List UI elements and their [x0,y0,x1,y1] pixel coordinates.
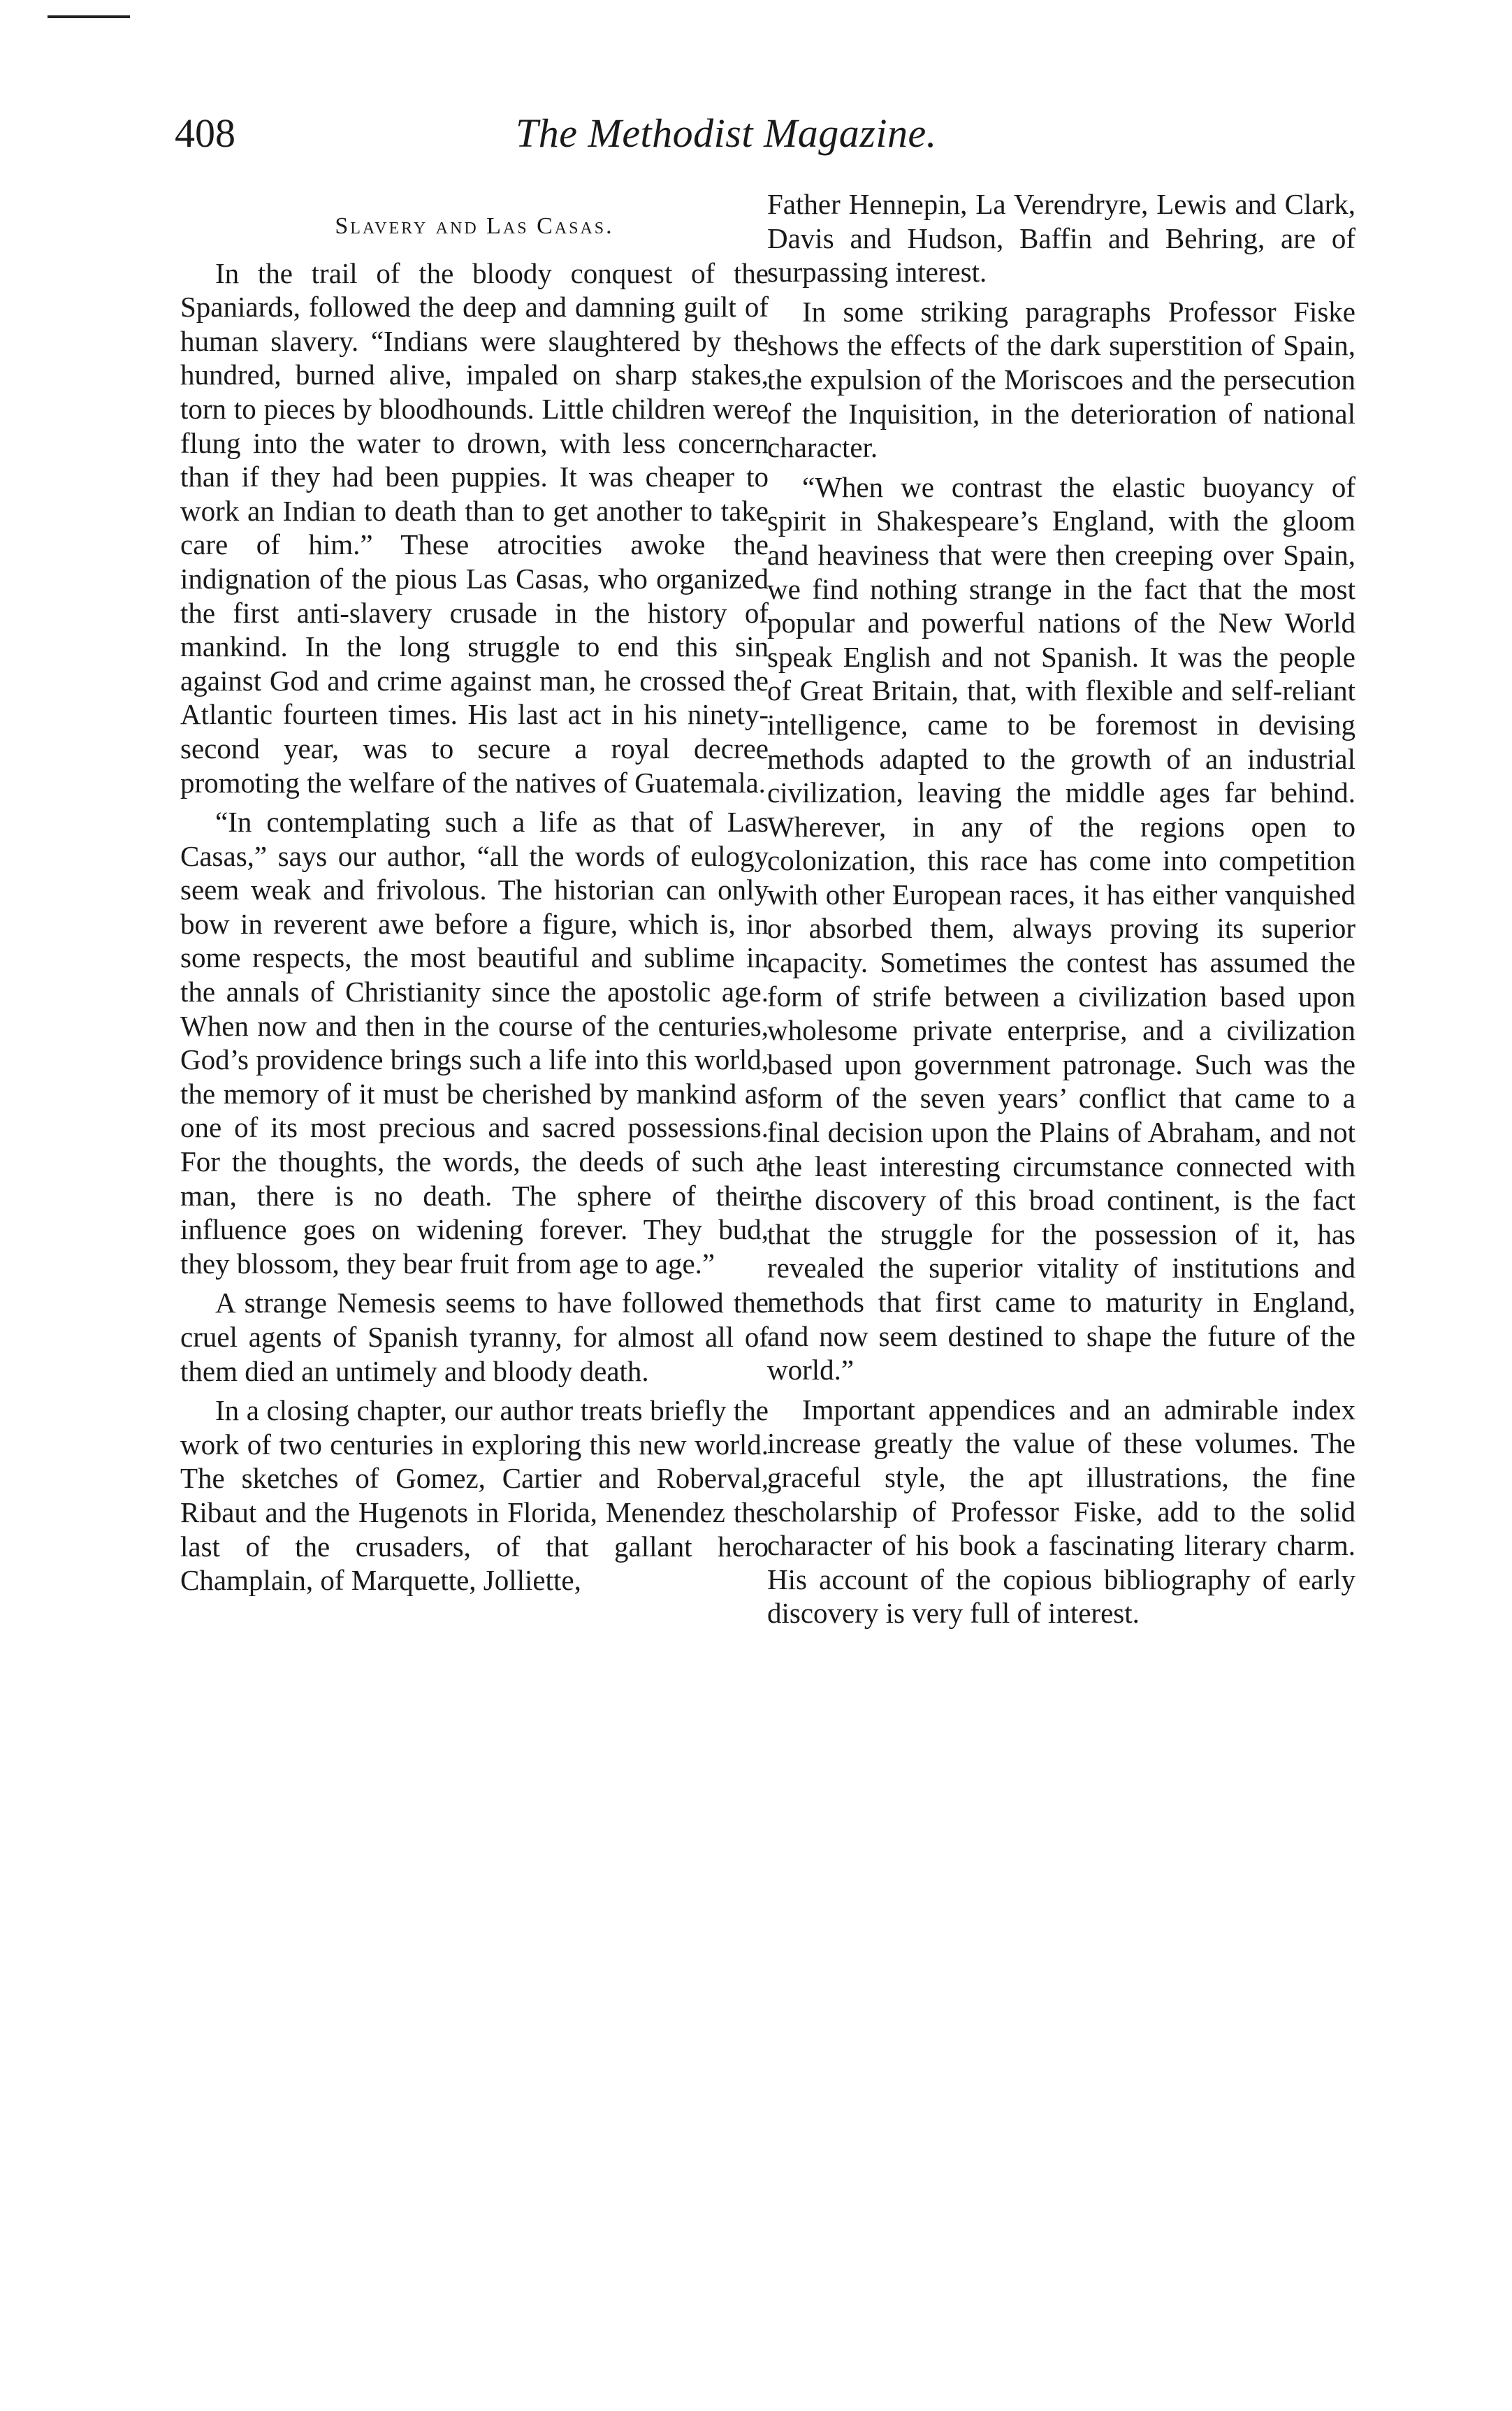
paragraph: In some striking paragraphs Professor Fiske shows the effects of the dark superstition of Spain, the expulsion of the Moriscoes and the persecution of the Inquisition, in the deterioration of national character. [767,295,1355,464]
left-column [180,187,769,1603]
page-number: 408 [175,110,235,156]
right-column [767,187,1355,1636]
magazine-title: The Methodist Magazine. [516,110,937,156]
paragraph: Important appendices and an admirable index increase greatly the value of these volumes. The graceful style, the apt illustrations, the fine scholarship of Professor Fiske, add to the solid character of his book a fascinating literary charm. His account of the copious bibliography of early discovery is very full of interest. [767,1393,1355,1630]
top-rule [48,15,130,18]
paragraph-continuation: Father Hennepin, La Verendryre, Lewis and Clark, Davis and Hudson, Baffin and Behring, are of surpassing interest. [767,188,1355,289]
paragraph: A strange Nemesis seems to have followed the cruel agents of Spanish tyranny, for almost all of them died an untimely and bloody death. [180,1287,769,1387]
paragraph: “When we contrast the elastic buoyancy of spirit in Shakespeare’s England, with the gloom and heaviness that were then creeping over Spain, we find nothing strange in the fact that the most popular and powerful nations of the New World speak English and not Spanish. It was the people of Great Britain, that, with flexible and self-reliant intelligence, came to be foremost in devising methods adapted to the growth of an industrial civilization, leaving the middle ages far behind. Wherever, in any of the regions open to colonization, this race has come into competition with other European races, it has either vanquished or absorbed them, always proving its superior capacity. Sometimes the contest has assumed the form of strife between a civilization based upon wholesome private enterprise, and a civilization based upon government patronage. Such was the form of the seven years’ conflict that came to a final decision upon the Plains of Abraham, and not the least interesting circumstance connected with the discovery of this broad continent, is the fact that the struggle for the possession of it, has revealed the superior vitality of institutions and methods that first came to maturity in England, and now seem destined to shape the future of the world.” [767,470,1355,1386]
paragraph: In the trail of the bloody conquest of the Spaniards, followed the deep and damning guilt of human slavery. “Indians were slaughtered by the hundred, burned alive, impaled on sharp stakes, torn to pieces by bloodhounds. Little children were flung into the water to drown, with less concern than if they had been puppies. It was cheaper to work an Indian to death than to get another to take care of him.” These atrocities awoke the indignation of the pious Las Casas, who organized the first anti-slavery crusade in the history of mankind. In the long struggle to end this sin against God and crime against man, he crossed the Atlantic fourteen times. His last act in his ninety-second year, was to secure a royal decree promoting the welfare of the natives of Guatemala. [180,256,769,799]
section-title: Slavery and Las Casas. [335,213,614,239]
paragraph: “In contemplating such a life as that of Las Casas,” says our author, “all the words of eulogy seem weak and frivolous. The historian can only bow in reverent awe before a figure, which is, in some respects, the most beautiful and sublime in the annals of Christianity since the apostolic age. When now and then in the course of the centuries, God’s providence brings such a life into this world, the memory of it must be cherished by mankind as one of its most precious and sacred possessions. For the thoughts, the words, the deeds of such a man, there is no death. The sphere of their influence goes on widening forever. They bud, they blossom, they bear fruit from age to age.” [180,806,769,1280]
paragraph: In a closing chapter, our author treats briefly the work of two centuries in exploring this new world. The sketches of Gomez, Cartier and Roberval, Ribaut and the Hugenots in Florida, Menendez the last of the crusaders, of that gallant hero Champlain, of Marquette, Jolliette, [180,1394,769,1597]
